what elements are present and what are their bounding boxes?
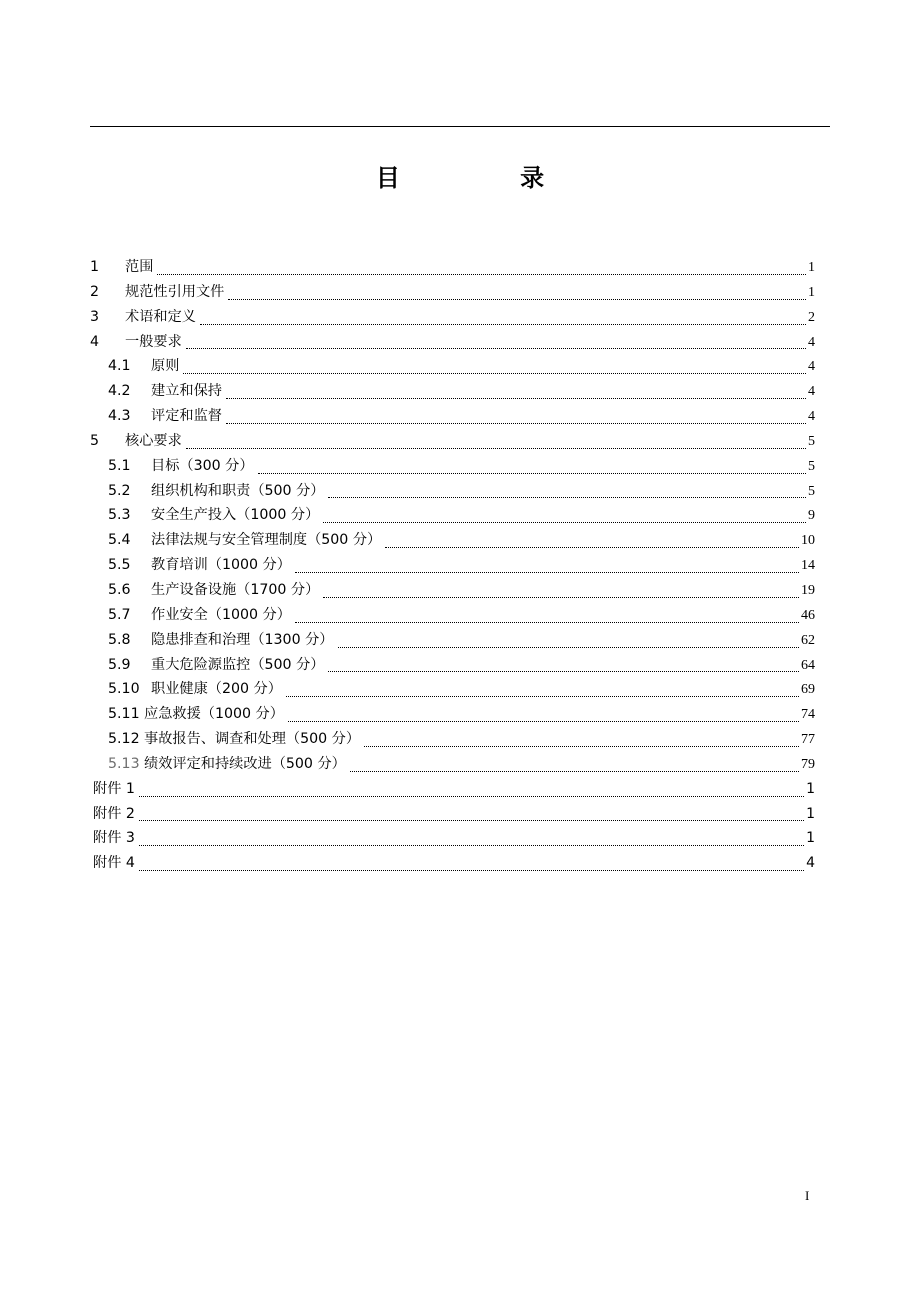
toc-entry-annex-3[interactable]: [90, 826, 815, 851]
dot-leader: [295, 572, 799, 573]
toc-page: 79: [801, 756, 815, 772]
toc-entry-5-10[interactable]: [90, 677, 815, 702]
dot-leader: [328, 497, 806, 498]
toc-title: 作业安全（1000 分）: [151, 606, 291, 623]
dot-leader: [226, 398, 806, 399]
toc-page: 4: [808, 359, 815, 375]
toc-title: 附件 1: [93, 780, 135, 797]
toc-page: 4: [806, 855, 815, 872]
toc-entry-3[interactable]: [90, 305, 815, 330]
toc-entry-5-5[interactable]: [90, 553, 815, 578]
toc-page: 4: [808, 334, 815, 350]
toc-title: 评定和监督: [151, 408, 222, 425]
toc-entry-5-8[interactable]: [90, 628, 815, 653]
dot-leader: [200, 324, 806, 325]
dot-leader: [364, 746, 799, 747]
dot-leader: [295, 622, 799, 623]
toc-page: 69: [801, 682, 815, 698]
toc-page: 5: [808, 483, 815, 499]
toc-entry-annex-1[interactable]: [90, 777, 815, 802]
toc-title: 安全生产投入（1000 分）: [151, 507, 320, 524]
toc-title: 原则: [151, 358, 180, 375]
toc-number: 5.4: [108, 532, 131, 549]
toc-title: 目标（300 分）: [151, 457, 254, 474]
toc-number: 2: [90, 283, 100, 300]
toc-number: 4: [90, 333, 100, 350]
toc-page: 77: [801, 732, 815, 748]
toc-title: 组织机构和职责（500 分）: [151, 482, 325, 499]
toc-page: 1: [806, 780, 815, 797]
dot-leader: [157, 274, 806, 275]
toc-number: 4.2: [108, 383, 131, 400]
toc-title: 事故报告、调查和处理（500 分）: [144, 731, 361, 748]
dot-leader: [258, 473, 806, 474]
toc-number: 3: [90, 308, 100, 325]
toc-page: 9: [808, 508, 815, 524]
toc-page: 2: [808, 309, 815, 325]
toc-title: 应急救援（1000 分）: [144, 706, 284, 723]
toc-entry-5-12[interactable]: [90, 727, 815, 752]
toc-number: 5.11: [108, 706, 140, 723]
toc-number: 5.3: [108, 507, 131, 524]
toc-number: 5.13: [108, 755, 140, 772]
dot-leader: [350, 771, 799, 772]
toc-entry-5-2[interactable]: [90, 479, 815, 504]
toc-title: 规范性引用文件: [125, 283, 225, 300]
dot-leader: [288, 721, 799, 722]
dot-leader: [139, 845, 804, 846]
toc-entry-5-9[interactable]: [90, 653, 815, 678]
dot-leader: [186, 448, 806, 449]
toc-title: 范围: [125, 259, 154, 275]
toc-page: 4: [808, 409, 815, 425]
toc-number: 5: [90, 432, 100, 449]
toc-page: 14: [801, 558, 815, 574]
toc-number: 5.9: [108, 656, 131, 673]
toc-number: 5.7: [108, 606, 131, 623]
toc-page: 64: [801, 657, 815, 673]
toc-title: 职业健康（200 分）: [151, 681, 282, 698]
toc-title: 核心要求: [125, 432, 182, 449]
toc-entry-5-4[interactable]: [90, 528, 815, 553]
toc-number: 5.5: [108, 557, 131, 574]
dot-leader: [323, 522, 806, 523]
toc-entry-4-2[interactable]: [90, 379, 815, 404]
toc-entry-4[interactable]: [90, 330, 815, 355]
toc-page: 1: [806, 830, 815, 847]
toc-page: 1: [806, 805, 815, 822]
dot-leader: [183, 373, 806, 374]
toc-number: 5.8: [108, 631, 131, 648]
toc-number: 4.3: [108, 408, 131, 425]
toc-title: 附件 3: [93, 830, 135, 847]
dot-leader: [228, 299, 806, 300]
toc-page: 10: [801, 533, 815, 549]
toc-page: 4: [808, 384, 815, 400]
toc-title: 法律法规与安全管理制度（500 分）: [151, 532, 382, 549]
dot-leader: [226, 423, 806, 424]
toc-title: 隐患排查和治理（1300 分）: [151, 631, 334, 648]
toc-number: 1: [90, 259, 100, 275]
toc-title: 生产设备设施（1700 分）: [151, 581, 320, 598]
dot-leader: [139, 870, 804, 871]
dot-leader: [323, 597, 799, 598]
dot-leader: [139, 820, 804, 821]
toc-entry-5-13[interactable]: [90, 752, 815, 777]
toc-title: 附件 4: [93, 855, 135, 872]
dot-leader: [139, 796, 804, 797]
header-rule: [90, 126, 830, 127]
toc-page: 19: [801, 582, 815, 598]
toc-entry-5-6[interactable]: [90, 578, 815, 603]
toc-title: 绩效评定和持续改进（500 分）: [144, 755, 346, 772]
toc-title: 术语和定义: [125, 308, 196, 325]
toc-entry-2[interactable]: [90, 280, 815, 305]
toc-title: 重大危险源监控（500 分）: [151, 656, 325, 673]
toc-number: 5.12: [108, 731, 140, 748]
toc-entry-annex-4[interactable]: [90, 851, 815, 876]
toc-title: 建立和保持: [151, 383, 222, 400]
toc-entry-5-7[interactable]: [90, 603, 815, 628]
dot-leader: [338, 647, 800, 648]
page-title: 目 录: [375, 164, 601, 192]
toc-entry-annex-2[interactable]: [90, 802, 815, 827]
toc-number: 5.1: [108, 457, 131, 474]
toc-page: 5: [808, 433, 815, 449]
toc-entry-5-1[interactable]: [90, 454, 815, 479]
toc-number: 4.1: [108, 358, 131, 375]
page-number: I: [805, 1188, 810, 1203]
toc-page: 5: [808, 458, 815, 474]
toc-page: 74: [801, 707, 815, 723]
dot-leader: [186, 348, 806, 349]
toc-entry-5[interactable]: [90, 429, 815, 454]
dot-leader: [286, 696, 799, 697]
table-of-contents: [90, 255, 815, 876]
toc-number: 5.6: [108, 581, 131, 598]
toc-entry-4-3[interactable]: [90, 404, 815, 429]
toc-title: 一般要求: [125, 333, 182, 350]
toc-page: 46: [801, 607, 815, 623]
toc-title: 教育培训（1000 分）: [151, 557, 291, 574]
dot-leader: [385, 547, 799, 548]
toc-entry-4-1[interactable]: [90, 354, 815, 379]
toc-title: 附件 2: [93, 805, 135, 822]
toc-entry-5-3[interactable]: [90, 503, 815, 528]
toc-entry-5-11[interactable]: [90, 702, 815, 727]
toc-entry-1[interactable]: [90, 255, 815, 280]
toc-number: 5.2: [108, 482, 131, 499]
toc-page: 1: [808, 284, 815, 300]
dot-leader: [328, 671, 799, 672]
toc-page: 62: [801, 632, 815, 648]
toc-page: 1: [808, 260, 815, 275]
toc-number: 5.10: [108, 681, 140, 698]
